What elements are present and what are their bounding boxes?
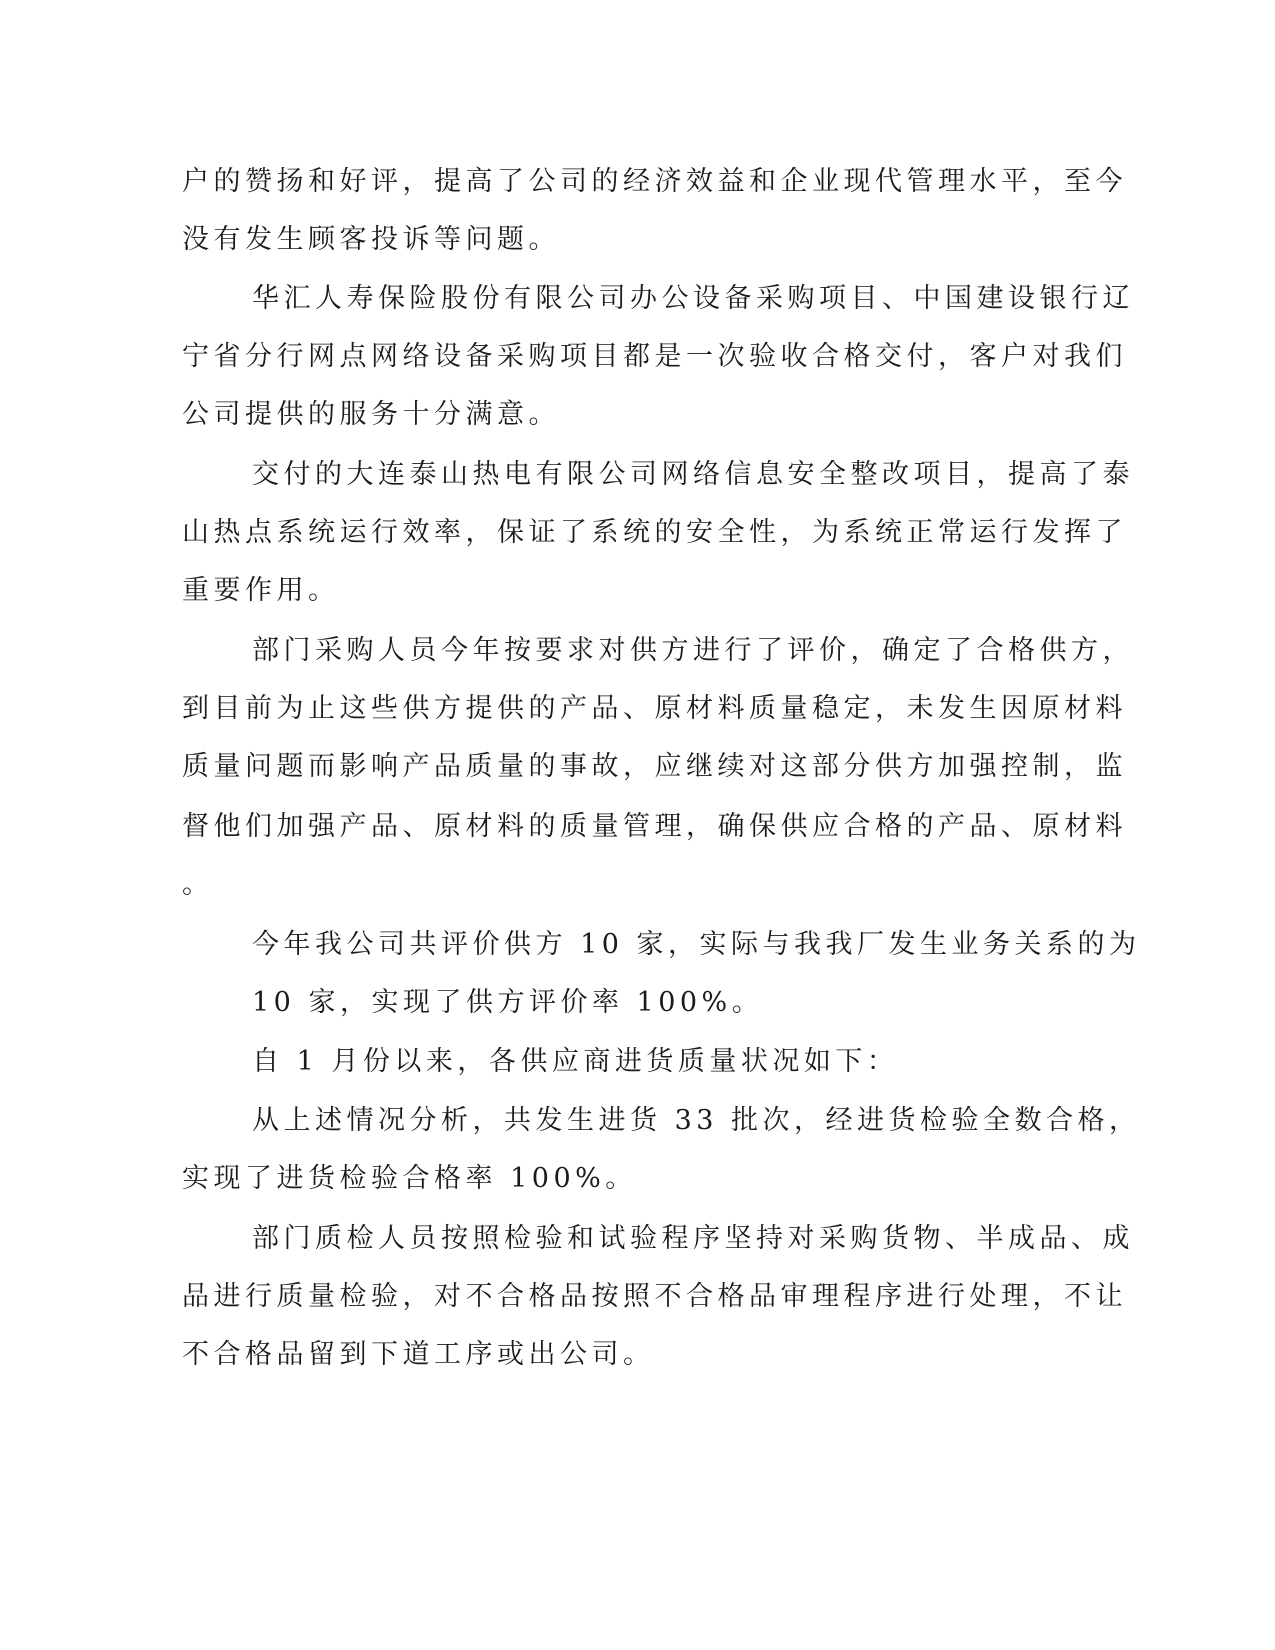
text-line: 重要作用。 (182, 575, 340, 606)
text-line: 品进行质量检验，对不合格品按照不合格品审理程序进行处理，不让 (182, 1281, 1127, 1312)
paragraph-first-line: 华汇人寿保险股份有限公司办公设备采购项目、中国建设银行辽 (252, 283, 1134, 314)
text-line: 宁省分行网点网络设备采购项目都是一次验收合格交付，客户对我们 (182, 341, 1127, 372)
paragraph-first-line: 今年我公司共评价供方 10 家，实际与我我厂发生业务关系的为 (252, 929, 1141, 960)
paragraph-first-line: 交付的大连泰山热电有限公司网络信息安全整改项目，提高了泰 (252, 459, 1134, 490)
text-line: 实现了进货检验合格率 100%。 (182, 1163, 637, 1194)
text-line: 质量问题而影响产品质量的事故，应继续对这部分供方加强控制，监 (182, 751, 1127, 782)
text-line: 10 家，实现了供方评价率 100%。 (252, 987, 764, 1018)
text-line: 山热点系统运行效率，保证了系统的安全性，为系统正常运行发挥了 (182, 517, 1127, 548)
paragraph-first-line: 从上述情况分析，共发生进货 33 批次，经进货检验全数合格， (252, 1105, 1141, 1136)
text-line: 督他们加强产品、原材料的质量管理，确保供应合格的产品、原材料 (182, 811, 1127, 842)
text-line: 到目前为止这些供方提供的产品、原材料质量稳定，未发生因原材料 (182, 693, 1127, 724)
text-line: 。 (182, 869, 214, 900)
text-line: 不合格品留到下道工序或出公司。 (182, 1339, 655, 1370)
paragraph-first-line: 部门质检人员按照检验和试验程序坚持对采购货物、半成品、成 (252, 1223, 1134, 1254)
text-line: 没有发生顾客投诉等问题。 (182, 224, 560, 255)
paragraph-first-line: 部门采购人员今年按要求对供方进行了评价，确定了合格供方， (252, 635, 1134, 666)
text-line: 公司提供的服务十分满意。 (182, 399, 560, 430)
paragraph-first-line: 自 1 月份以来，各供应商进货质量状况如下： (252, 1046, 899, 1077)
text-line: 户的赞扬和好评，提高了公司的经济效益和企业现代管理水平，至今 (182, 166, 1127, 197)
